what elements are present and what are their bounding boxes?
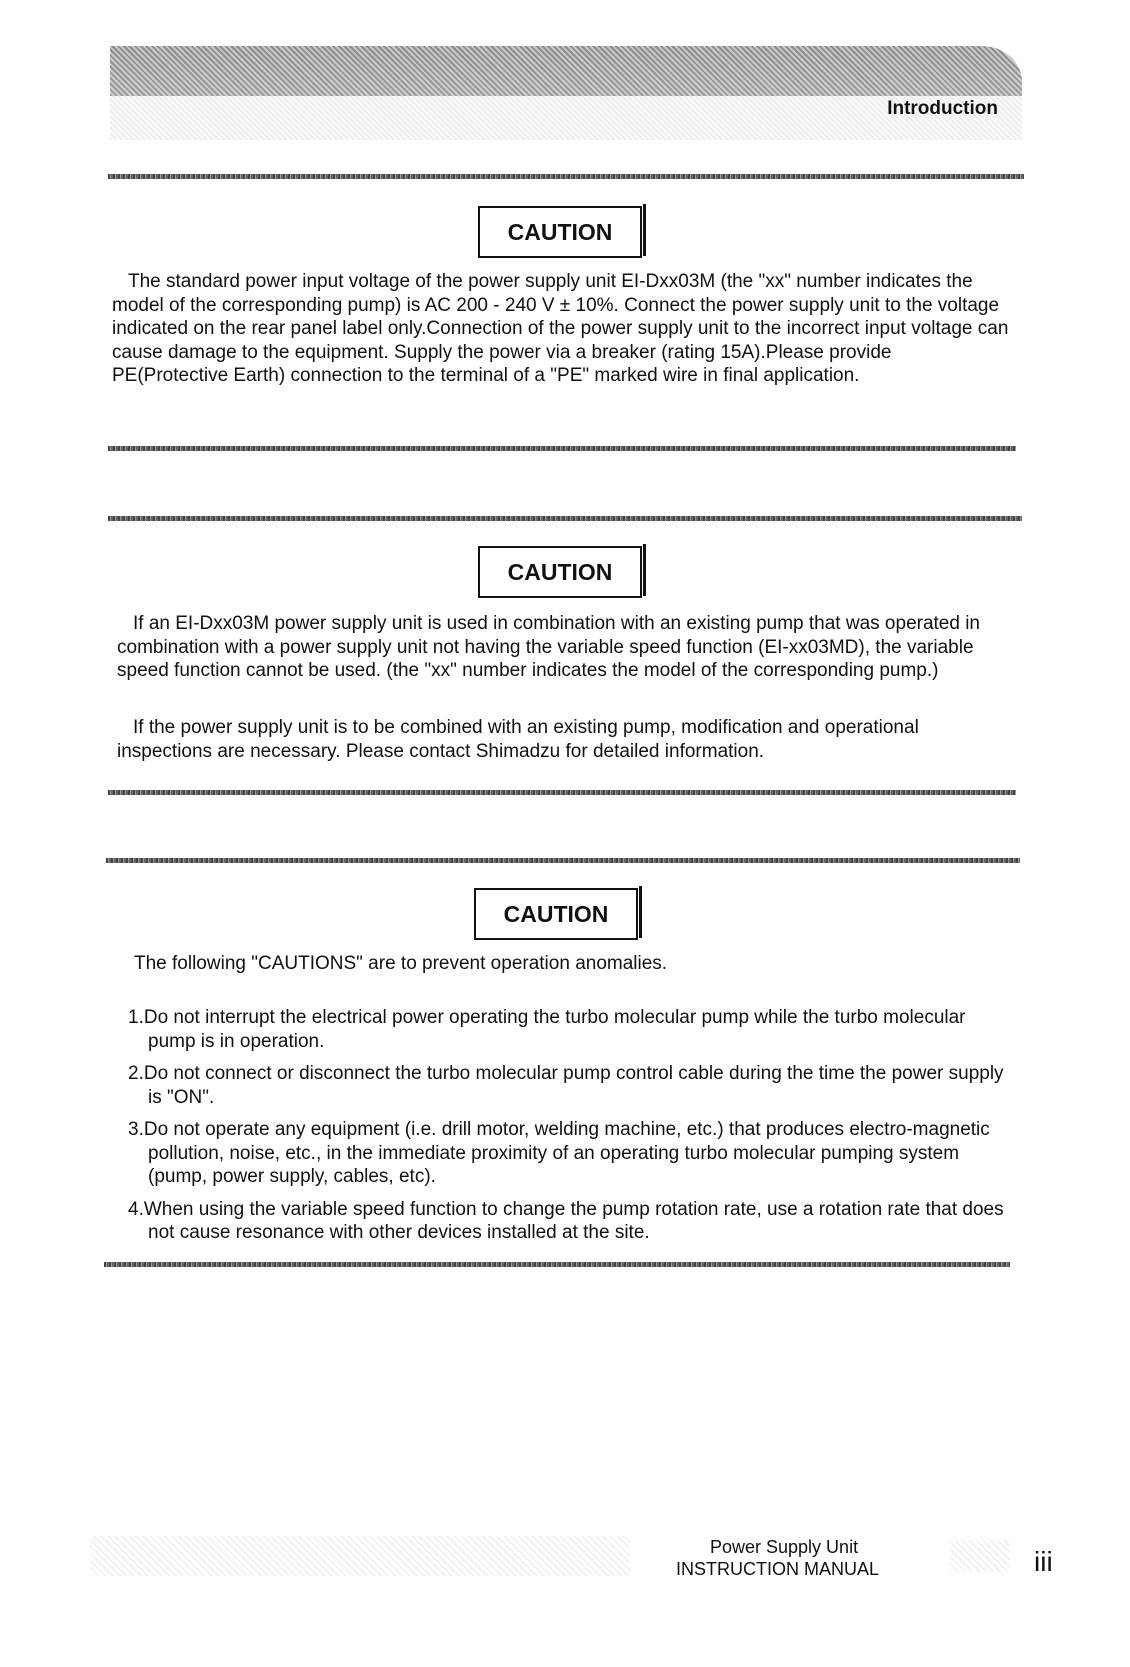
footer-texture-right	[950, 1540, 1010, 1572]
list-item: 4.When using the variable speed function to change the pump rotation rate, use a rotation rate that does not cause resonance with other devices installed at the site.	[128, 1198, 1004, 1243]
footer-manual: INSTRUCTION MANUAL	[676, 1559, 880, 1579]
footer-manual-label	[676, 1536, 879, 1580]
caution-3-list	[128, 1006, 1008, 1254]
caution-2-text-1: If an EI-Dxx03M power supply unit is used in combination with an existing pump that was operated in combination with a power supply unit not having the variable speed function (EI-xx03MD), the variable speed function cannot be used. (the "xx" number indicates the model of the corresponding pump.)	[117, 613, 981, 681]
page-number: iii	[1034, 1546, 1053, 1577]
caution-1-text: The standard power input voltage of the power supply unit EI-Dxx03M (the "xx" number indicates the model of the corresponding pump) is AC 200 - 240 V ± 10%. Connect the power supply unit to the voltage indicated on the rear panel label only.Connection of the power supply unit to the incorrect input voltage can cause damage to the equipment. Supply the power via a breaker (rating 15A).Please provide PE(Protective Earth) connection to the terminal of a "PE" marked wire in final application.	[112, 271, 1009, 386]
caution-2-label: CAUTION	[478, 546, 642, 598]
footer-texture	[90, 1536, 630, 1576]
caution-2-text-2: If the power supply unit is to be combined with an existing pump, modification and operational inspections are necessary. Please contact Shimadzu for detailed information.	[117, 717, 919, 762]
caution-2-top-rule	[108, 516, 1022, 521]
section-title: Introduction	[887, 98, 998, 119]
header-band-light	[110, 96, 1022, 140]
caution-1-top-rule	[108, 174, 1024, 179]
caution-3-bottom-rule	[104, 1262, 1010, 1267]
header-band	[110, 46, 1022, 96]
caution-3-top-rule	[106, 858, 1020, 863]
list-item: 1.Do not interrupt the electrical power operating the turbo molecular pump while the turbo molecular pump is in operation.	[128, 1007, 966, 1052]
list-item: 3.Do not operate any equipment (i.e. drill motor, welding machine, etc.) that produces electro-magnetic pollution, noise, etc., in the immediate proximity of an operating turbo molecular pumping system (pump, power supply, cables, etc).	[128, 1119, 990, 1187]
caution-3-intro: The following "CAUTIONS" are to prevent operation anomalies.	[134, 953, 668, 974]
caution-1-bottom-rule	[108, 446, 1016, 451]
footer-product: Power Supply Unit	[710, 1537, 859, 1557]
caution-1-label: CAUTION	[478, 206, 642, 258]
caution-2-bottom-rule	[108, 790, 1016, 795]
list-item: 2.Do not connect or disconnect the turbo molecular pump control cable during the time the power supply is "ON".	[128, 1063, 1004, 1108]
caution-3-label: CAUTION	[474, 888, 638, 940]
